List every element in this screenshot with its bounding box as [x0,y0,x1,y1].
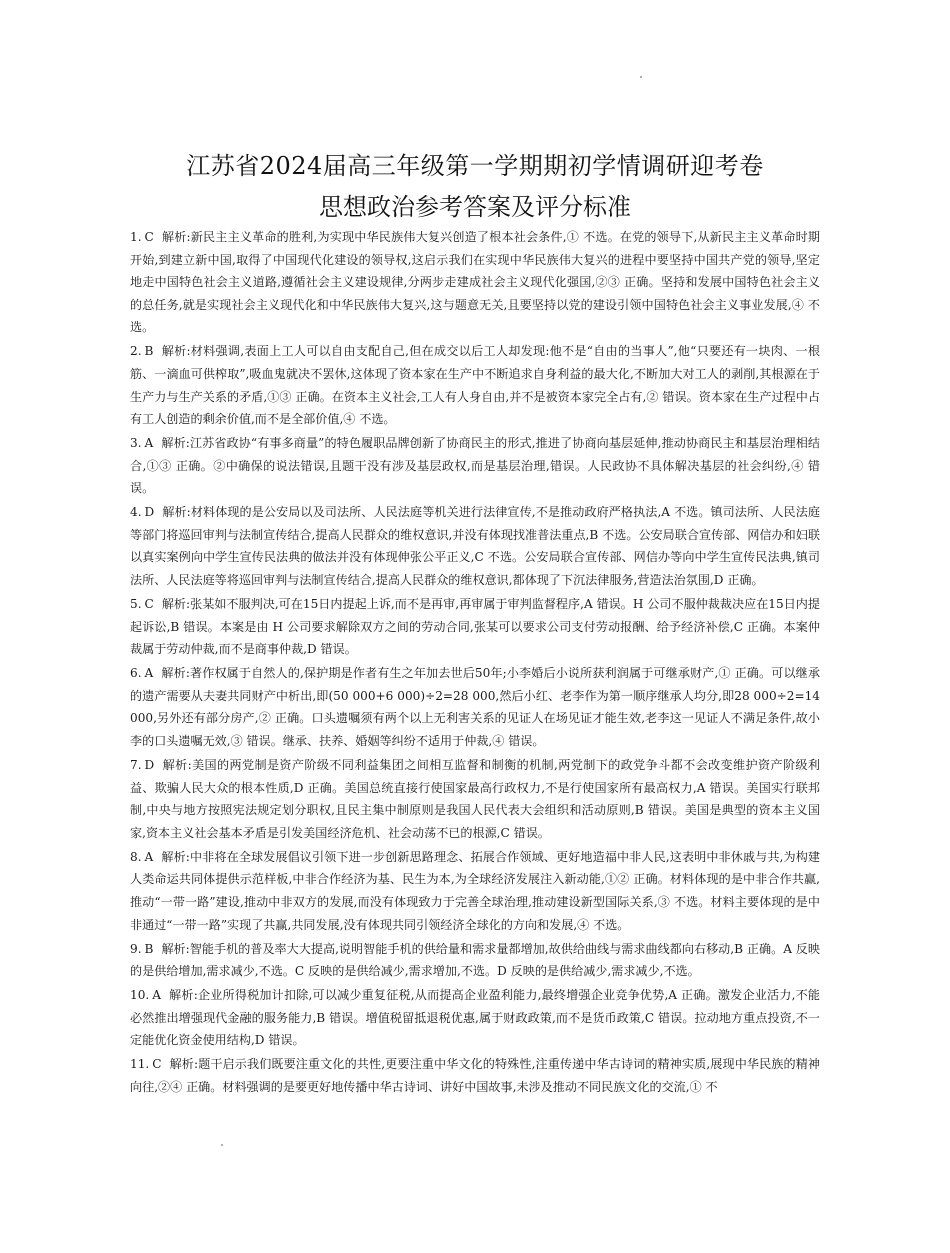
answer-list [130,226,820,1100]
answer-item: 1. C 解析:新民主主义革命的胜利,为实现中华民族伟大复兴创造了根本社会条件,① 不选。在党的领导下,从新民主主义革命时期开始,到建立新中国,取得了中国现代化建设的领导权,这启示我们在实现中华民族伟大复兴的进程中要坚持中国共产党的领导,坚定地走中国特色社会主义道路,遵循社会主义建设规律,分两步走建成社会主义现代化强国,②③ 正确。坚持和发展中国特色社会主义的总任务,就是实现社会主义现代化和中华民族伟大复兴,这与题意无关,且要坚持以党的建设引领中国特色社会主义事业发展,④ 不选。 [130,230,820,335]
answer-item: 2. B 解析:材料强调,表面上工人可以自由支配自己,但在成交以后工人却发现:他不是“自由的当事人”,他“只要还有一块肉、一根筋、一滴血可供榨取”,吸血鬼就决不罢休,这体现了资本家在生产中不断追求自身利益的最大化,不断加大对工人的剥削,其根源在于生产力与生产关系的矛盾,①③ 正确。在资本主义社会,工人有人身自由,并不是被资本家完全占有,② 错误。资本家在生产过程中占有工人创造的剩余价值,而不是全部价值,④ 不选。 [130,344,820,427]
answer-item: 9. B 解析:智能手机的普及率大大提高,说明智能手机的供给量和需求量都增加,故供给曲线与需求曲线都向右移动,B 正确。A 反映的是供给增加,需求减少,不选。C 反映的是供给减少,需求增加,不选。D 反映的是供给减少,需求减少,不选。 [130,941,820,979]
answer-item: 11. C 解析:题干启示我们既要注重文化的共性,更要注重中华文化的特殊性,注重传递中华古诗词的精神实质,展现中华民族的精神向往,②④ 正确。材料强调的是要更好地传播中华古诗词、讲好中国故事,未涉及推动不同民族文化的交流,① 不 [130,1057,820,1094]
answer-item: 3. A 解析:江苏省政协“有事多商量”的特色履职品牌创新了协商民主的形式,推进了协商向基层延伸,推动协商民主和基层治理相结合,①③ 正确。②中确保的说法错误,且题干没有涉及基层政权,而是基层治理,错误。人民政协不具体解决基层的社会纠纷,④ 错误。 [130,436,820,496]
answer-item: 5. C 解析:张某如不服判决,可在15日内提起上诉,而不是再审,再审属于审判监督程序,A 错误。H 公司不服仲裁裁决应在15日内提起诉讼,B 错误。本案是由 H 公司要求解除双方之间的劳动合同,张某可以要求公司支付劳动报酬、给予经济补偿,C 正确。本案仲裁属于劳动仲裁,而不是商事仲裁,D 错误。 [130,597,820,657]
scan-speck [221,1144,223,1146]
answer-item: 8. A 解析:中非将在全球发展倡议引领下进一步创新思路理念、拓展合作领域、更好地造福中非人民,这表明中非休戚与共,为构建人类命运共同体提供示范样板,中非合作经济为基、民生为本,为全球经济发展注入新动能,①② 正确。材料体现的是中非合作共赢,推动“一带一路”建设,推动中非双方的发展,而没有体现致力于完善全球治理,推动建设新型国际关系,③ 不选。材料主要体现的是中非通过“一带一路”实现了共赢,共同发展,没有体现共同引领经济全球化的方向和发展,④ 不选。 [130,849,820,932]
scan-speck [640,76,642,78]
answer-item: 4. D 解析:材料体现的是公安局以及司法所、人民法庭等机关进行法律宣传,不是推动政府严格执法,A 不选。镇司法所、人民法庭等部门将巡回审判与法制宣传结合,提高人民群众的维权意识,并没有体现找准普法重点,B 不选。公安局联合宣传部、网信办和妇联以真实案例向中学生宣传民法典的做法并没有体现伸张公平正义,C 不选。公安局联合宣传部、网信办等向中学生宣传民法典,镇司法所、人民法庭等将巡回审判与法制宣传结合,提高人民群众的维权意识,都体现了下沉法律服务,营造法治氛围,D 正确。 [130,505,820,588]
answer-item: 10. A 解析:企业所得税加计扣除,可以减少重复征税,从而提高企业盈利能力,最终增强企业竞争优势,A 正确。激发企业活力,不能必然推出增强现代金融的服务能力,B 错误。增值税留抵退税优惠,属于财政政策,而不是货币政策,C 错误。拉动地方重点投资,不一定能优化资金使用结构,D 错误。 [130,988,820,1048]
answer-item: 6. A 解析:著作权属于自然人的,保护期是作者有生之年加去世后50年;小李婚后小说所获利润属于可继承财产,① 正确。可以继承的遗产需要从夫妻共同财产中析出,即(50 000+6 000)÷2=28 000,然后小红、老李作为第一顺序继承人均分,即28 000÷2=14 000,另外还有部分房产,② 正确。口头遗嘱须有两个以上无利害关系的见证人在场见证才能生效,老李这一见证人不满足条件,故小李的口头遗嘱无效,③ 错误。继承、扶养、婚姻等纠纷不适用于仲裁,④ 错误。 [130,666,820,749]
page-title: 江苏省2024届高三年级第一学期期初学情调研迎考卷 [186,152,764,180]
page-subtitle: 思想政治参考答案及评分标准 [319,193,631,221]
answer-item: 7. D 解析:美国的两党制是资产阶级不同利益集团之间相互监督和制衡的机制,两党制下的政党争斗都不会改变维护资产阶级利益、欺骗人民大众的根本性质,D 正确。美国总统直接行使国家最高行政权力,不是行使国家所有最高权力,A 错误。美国实行联邦制,中央与地方按照宪法规定划分职权,且民主集中制原则是我国人民代表大会组织和活动原则,B 错误。美国是典型的资本主义国家,资本主义社会基本矛盾是引发美国经济危机、社会动荡不已的根源,C 错误。 [130,758,820,840]
